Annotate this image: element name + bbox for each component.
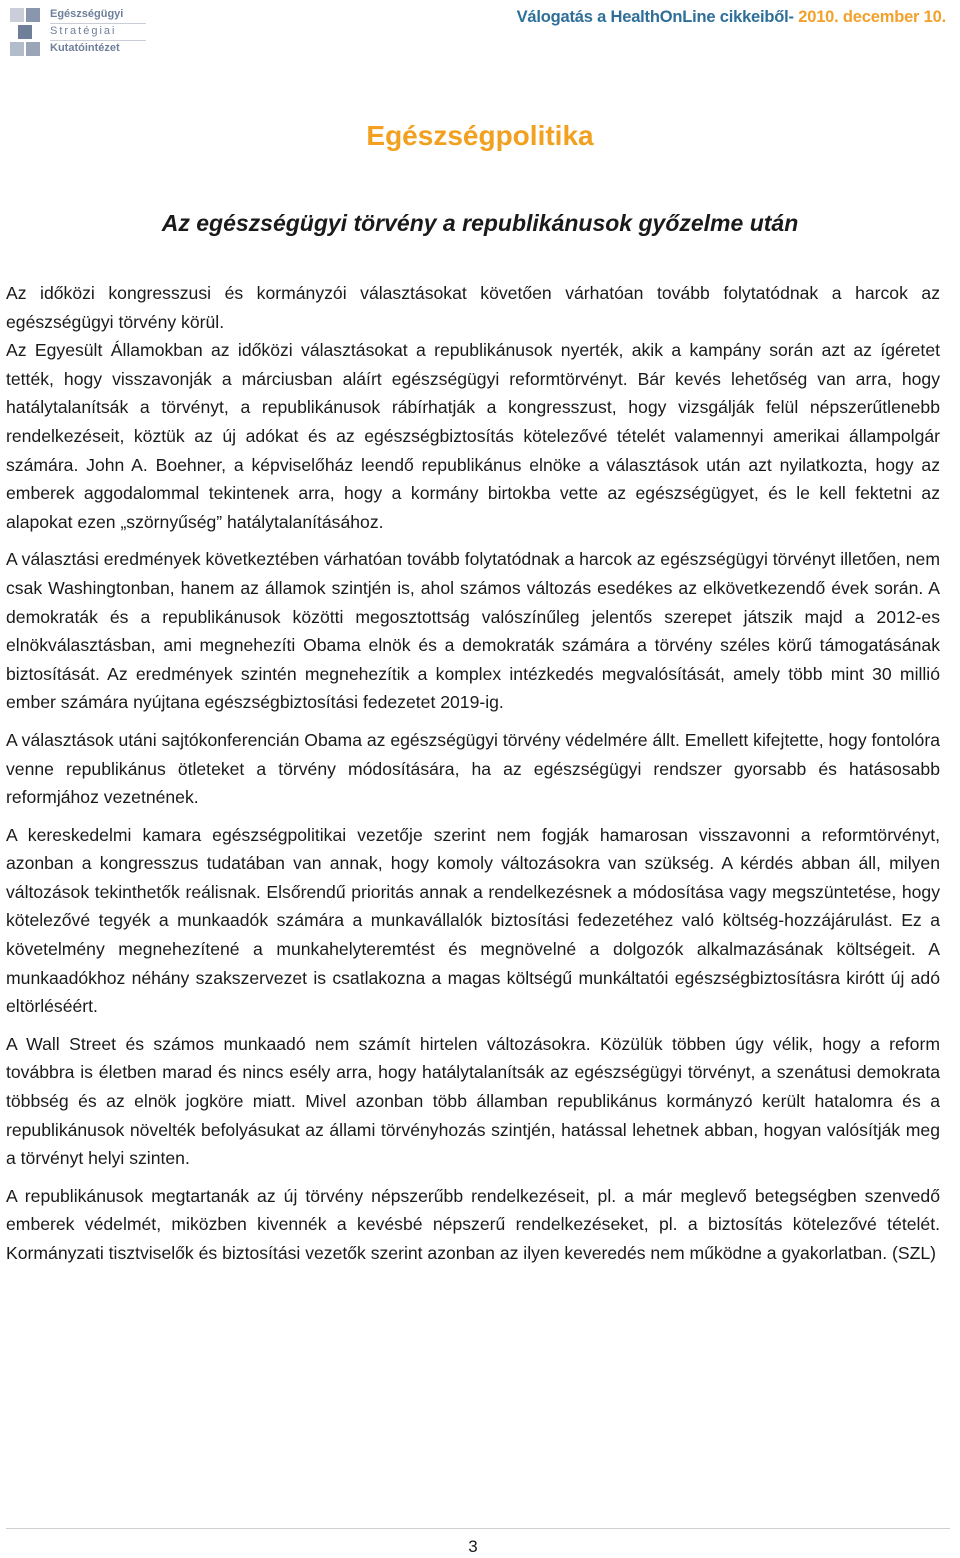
logo-line-3: Kutatóintézet (50, 42, 120, 54)
article-paragraph: Az időközi kongresszusi és kormányzói választásokat követően várhatóan tovább folytatódnak a harcok az egészségügyi törvény körül. (6, 283, 940, 332)
article-body (6, 279, 940, 1277)
logo-line-1: Egészségügyi (50, 8, 124, 20)
logo-divider (50, 40, 146, 41)
article-paragraph: A választások utáni sajtókonferencián Obama az egészségügyi törvény védelmére állt. Emellett kifejtette, hogy fontolóra venne republikánus ötleteket a törvény módosítására, ha az egészségügyi rendszer gyorsabb és hatásosabb reformjához vezetnének. (6, 729, 940, 808)
logo-divider (50, 23, 146, 24)
header-date: 2010. december 10. (793, 8, 946, 26)
page-header (0, 0, 960, 62)
page-number: 3 (468, 1537, 478, 1556)
article-paragraph: A Wall Street és számos munkaadó nem számít hirtelen változásokra. Közülük többen úgy vélik, hogy a reform továbbra is életben marad és nincs esély arra, hogy hatálytalanítsák az egészségügyi törvényt, a szenátusi demokrata többség és az elnök jogköre miatt. Mivel azonban több államban republikánus kormányzó került hatalomra és a republikánusok növelték befolyásukat az állami törvényhozás szintjén, hatással lehetnek abban, hogyan valósítják meg a törvényt helyi szinten. (6, 1033, 940, 1169)
logo-line-2: Stratégiai (50, 25, 117, 37)
article-paragraph: Az Egyesült Államokban az időközi választásokat a republikánusok nyerték, akik a kampány során azt az ígéretet tették, hogy visszavonják a márciusban aláírt egészségügyi reformtörvényt. Bár kevés lehetőség van arra, hogy hatálytalanítsák a törvényt, a republikánusok rábírhatják a kongresszust, hogy vizsgálják felül népszerűtlenebb rendelkezéseit, köztük az új adókat és az egészségbiztosítás kötelezővé tételét valamennyi amerikai állampolgár számára. John A. Boehner, a képviselőház leendő republikánus elnöke a választások után azt nyilatkozta, hogy az emberek aggodalommal tekintenek arra, hogy a kormány birtokba vette az egészségügyet, és le kell fektetni az alapokat ezen „szörnyűség” hatálytalanításához. (6, 340, 940, 532)
footer-divider (6, 1528, 950, 1529)
logo-wordmark (50, 6, 123, 57)
article-paragraph: A republikánusok megtartanák az új törvény népszerűbb rendelkezéseit, pl. a már meglevő betegségben szenvedő emberek védelmét, miközben kivennék a kevésbé népszerű rendelkezéseket, pl. a biztosítás kötelezővé tételét. Kormányzati tisztviselők és biztosítási vezetők szerint azonban az ilyen keveredés nem működne a gyakorlatban. (SZL) (6, 1185, 940, 1263)
article-title: Az egészségügyi törvény a republikánusok győzelme után (161, 210, 799, 236)
article-paragraph: A választási eredmények következtében várhatóan tovább folytatódnak a harcok az egészségügyi törvényt illetően, nem csak Washingtonban, hanem az államok szintjén is, ahol számos változás esedékes az elkövetkezendő évek során. A demokraták és a republikánusok közötti megosztottság valószínűleg jelentős szerepet játszik majd a 2012-es elnökválasztásban, ami megnehezíti Obama elnök és a demokraták számára a törvény széles körű támogatásának biztosítását. Az eredmények szintén megnehezítik a komplex intézkedés megvalósítását, amely több mint 30 millió ember számára nyújtana egészségbiztosítási fedezetet 2019-ig. (6, 549, 940, 713)
header-publication-info (517, 8, 946, 27)
header-source: Válogatás a HealthOnLine cikkeiből- (516, 8, 794, 26)
logo-mark-icon (8, 6, 46, 60)
institute-logo (8, 6, 158, 62)
section-title: Egészségpolitika (366, 120, 594, 151)
article-paragraph: A kereskedelmi kamara egészségpolitikai vezetője szerint nem fogják hamarosan visszavonni a reformtörvényt, azonban a kongresszus tudatában van annak, hogy komoly változásokra van szükség. A kérdés abban áll, milyen változások tekinthetők reálisnak. Elsőrendű prioritás annak a rendelkezésnek a módosítása vagy megszüntetése, hogy kötelezővé tegyék a munkaadók számára a munkavállalók biztosítási fedezetéhez való költség-hozzájárulást. Ez a követelmény megnehezítené a munkahelyteremtést és megnövelné a dolgozók alkalmazásának költségeit. A munkaadókhoz néhány szakszervezet is csatlakozna a magas költségű munkáltatói egészségbiztosításra kirótt új adó eltörléséért. (6, 824, 940, 1017)
